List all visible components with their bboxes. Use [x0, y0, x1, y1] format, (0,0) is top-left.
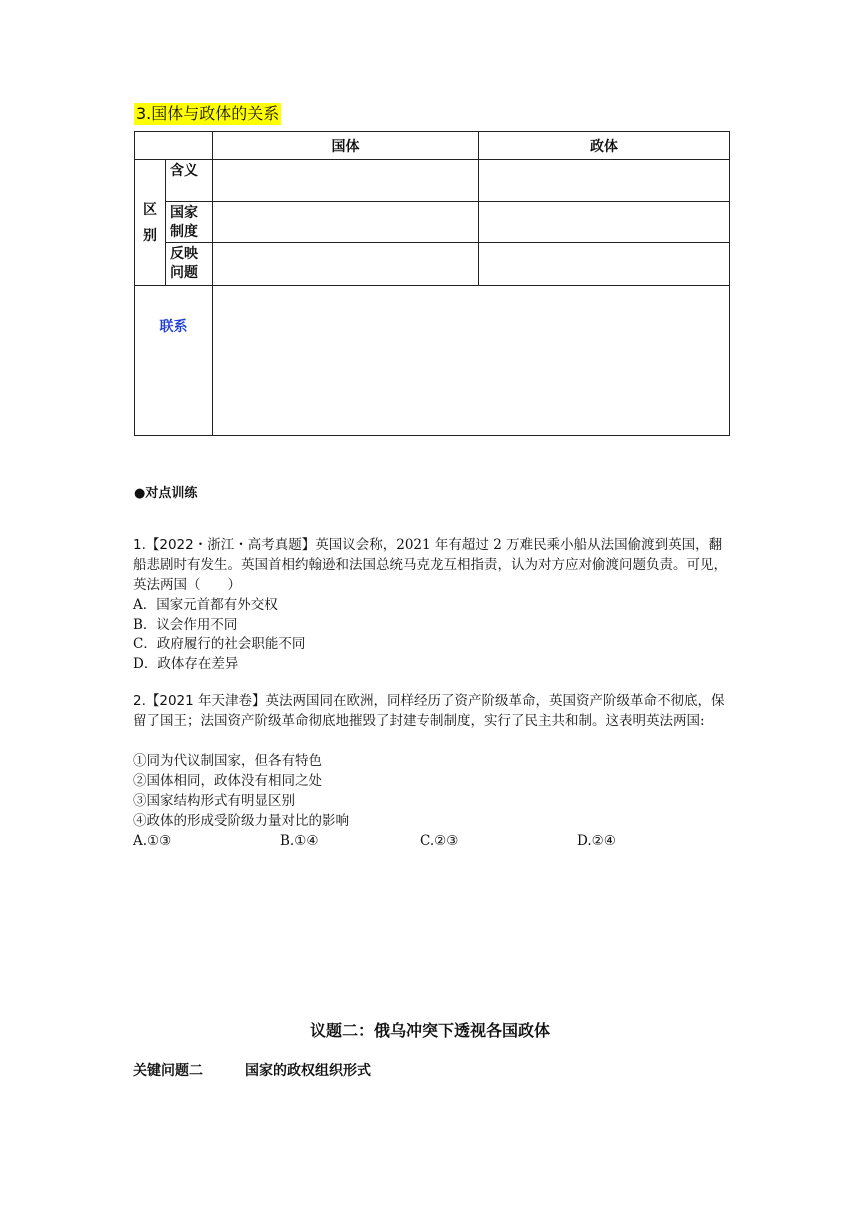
- table-cell[interactable]: [479, 243, 730, 286]
- table-cell[interactable]: [213, 202, 479, 243]
- question-2: [133, 691, 733, 731]
- qubie-cell: [135, 160, 166, 286]
- comparison-table: [134, 131, 730, 436]
- table-cell[interactable]: [479, 160, 730, 202]
- topic-title: 议题二：俄乌冲突下透视各国政体: [309, 1021, 550, 1040]
- table-cell[interactable]: [479, 202, 730, 243]
- question-2-text: 英法两国同在欧洲，同样经历了资产阶级革命，英国资产阶级革命不彻底，保留了国王；法国资产阶级革命彻底地摧毁了封建专制制度，实行了民主共和制。这表明英法两国:: [133, 693, 725, 729]
- table-row: [135, 286, 730, 436]
- table-row: [135, 202, 730, 243]
- q1-option-d[interactable]: D．政体存在差异: [133, 656, 239, 672]
- header-guoti: 国体: [213, 132, 479, 160]
- header-zhengti: 政体: [479, 132, 730, 160]
- table-cell[interactable]: [213, 160, 479, 202]
- q2-option-a[interactable]: A.①③: [133, 833, 172, 849]
- practice-section-title: ●对点训练: [134, 486, 198, 501]
- q2-statement-2: ②国体相同，政体没有相同之处: [133, 773, 322, 789]
- question-1: [133, 535, 733, 595]
- table-row: [135, 160, 730, 202]
- q2-option-d[interactable]: D.②④: [577, 833, 616, 849]
- qubie-char-1: 区: [143, 201, 157, 218]
- lianxi-label: 联系: [135, 286, 213, 436]
- table-row: [135, 243, 730, 286]
- row-label-fanying-wenti: 反映 问题: [166, 243, 213, 286]
- key-question-text: 国家的政权组织形式: [245, 1063, 371, 1079]
- q2-statement-3: ③国家结构形式有明显区别: [133, 793, 295, 809]
- table-cell[interactable]: [213, 243, 479, 286]
- q2-statement-1: ①同为代议制国家，但各有特色: [133, 753, 322, 769]
- q1-option-b[interactable]: B．议会作用不同: [133, 617, 238, 633]
- qubie-char-2: 别: [143, 227, 157, 244]
- row-label-hanyi: 含义: [166, 160, 213, 202]
- question-2-source: 2.【2021 年天津卷】: [133, 693, 266, 709]
- row-label-guojia-zhidu: 国家 制度: [166, 202, 213, 243]
- table-header-row: [135, 132, 730, 160]
- question-1-text: 英国议会称，2021 年有超过 2 万难民乘小船从法国偷渡到英国，翻船悲剧时有发生。英国首相约翰逊和法国总统马克龙互相指责，认为对方应对偷渡问题负责。可见，英法两国（ ）: [133, 537, 727, 593]
- q1-option-a[interactable]: A．国家元首都有外交权: [133, 597, 278, 613]
- q2-option-b[interactable]: B.①④: [280, 833, 319, 849]
- q1-option-c[interactable]: C．政府履行的社会职能不同: [133, 636, 306, 652]
- q2-option-c[interactable]: C.②③: [420, 833, 459, 849]
- table-corner-cell: [135, 132, 213, 160]
- question-1-source: 1.【2022・浙江・高考真题】: [133, 537, 316, 553]
- q2-statement-4: ④政体的形成受阶级力量对比的影响: [133, 813, 349, 829]
- key-question-label: 关键问题二: [133, 1063, 203, 1079]
- lianxi-cell[interactable]: [213, 286, 730, 436]
- section-heading: 3.国体与政体的关系: [136, 104, 280, 123]
